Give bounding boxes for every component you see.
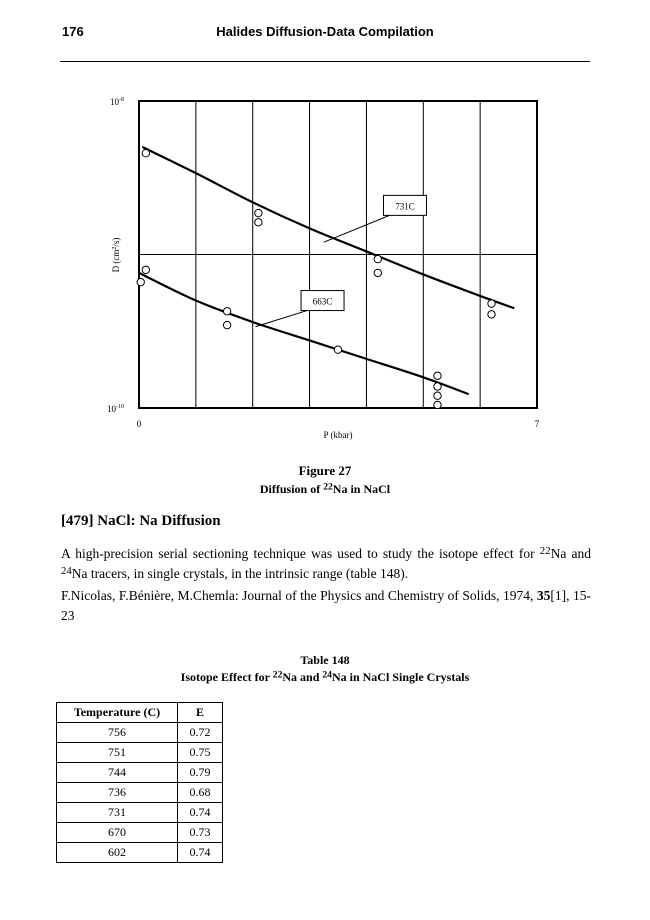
y-axis-label-sup: 2: [112, 246, 118, 250]
section-title: [479] NaCl: Na Diffusion: [61, 513, 221, 529]
y-tick-base: 10: [110, 97, 119, 107]
isotope-effect-table: [56, 702, 223, 863]
y-tick-label: [107, 404, 124, 414]
table-cell: 0.73: [178, 823, 223, 843]
data-point-663c: [434, 401, 441, 408]
table-cell: 0.79: [178, 763, 223, 783]
running-header: Halides Diffusion-Data Compilation: [216, 24, 434, 39]
data-point-731c: [374, 255, 381, 262]
data-point-731c: [488, 300, 495, 307]
y-axis-label-base: D (cm: [111, 249, 121, 273]
table-row: [57, 723, 223, 743]
table-cell: 756: [57, 723, 178, 743]
data-point-731c: [142, 149, 149, 156]
figure-title: Diffusion of $^{22}$Na in NaCl: [259, 481, 391, 496]
series-label-731c: 731C: [395, 201, 415, 212]
data-point-663c: [434, 392, 441, 399]
x-tick-label: 0: [136, 419, 142, 429]
data-point-663c: [434, 383, 441, 390]
table-row: [57, 783, 223, 803]
data-point-663c: [223, 321, 230, 328]
y-tick-label: [110, 97, 124, 107]
table-row: [57, 803, 223, 823]
description-paragraph: A high-precision serial sectioning technique was used to study the isotope effect for $^{22}$Na and $^{24}$Na tracers, in single crystals, in the intrinsic range (table 148).: [61, 545, 592, 581]
table-row: [57, 743, 223, 763]
page-number: 176: [62, 24, 84, 39]
table-number: Table 148: [300, 653, 350, 667]
table-cell: 0.75: [178, 743, 223, 763]
table-cell: 602: [57, 843, 178, 863]
y-tick-exponent: -8: [119, 97, 124, 103]
y-axis-label: [111, 238, 121, 273]
data-point-663c: [223, 308, 230, 315]
reference-citation: F.Nicolas, F.Bénière, M.Chemla: Journal of the Physics and Chemistry of Solids, 1974, 35[1], 15-23: [61, 588, 591, 623]
table-cell: 0.68: [178, 783, 223, 803]
data-point-731c: [488, 311, 495, 318]
data-point-663c: [137, 278, 144, 285]
table-row: [57, 843, 223, 863]
table-cell: 736: [57, 783, 178, 803]
table-cell: 670: [57, 823, 178, 843]
callout-line-663c: [256, 311, 307, 327]
y-axis-label-end: /s): [111, 237, 121, 247]
figure-number: Figure 27: [298, 463, 352, 478]
series-label-663c: 663C: [312, 296, 333, 307]
data-point-731c: [374, 269, 381, 276]
table-row: [57, 763, 223, 783]
column-header-e: E: [178, 703, 223, 723]
fit-curve-731c: [142, 147, 514, 308]
table-cell: 731: [57, 803, 178, 823]
callout-731c: [383, 195, 426, 215]
data-point-731c: [255, 219, 262, 226]
data-point-663c: [434, 372, 441, 379]
table-title: Isotope Effect for $^{22}$Na and $^{24}$Na in NaCl Single Crystals: [180, 669, 470, 684]
data-point-663c: [334, 346, 341, 353]
table-cell: 0.74: [178, 803, 223, 823]
x-axis-label: P (kbar): [323, 430, 353, 440]
y-tick-exponent: -10: [116, 404, 124, 410]
table-cell: 744: [57, 763, 178, 783]
table-row: [57, 823, 223, 843]
data-point-663c: [142, 266, 149, 273]
column-header-temperature: Temperature (C): [57, 703, 178, 723]
y-tick-base: 10: [107, 404, 116, 414]
data-point-731c: [255, 209, 262, 216]
table-cell: 751: [57, 743, 178, 763]
callout-663c: [301, 291, 344, 311]
callout-line-731c: [324, 215, 390, 242]
x-tick-label: 7: [534, 419, 540, 429]
table-cell: 0.74: [178, 843, 223, 863]
table-cell: 0.72: [178, 723, 223, 743]
